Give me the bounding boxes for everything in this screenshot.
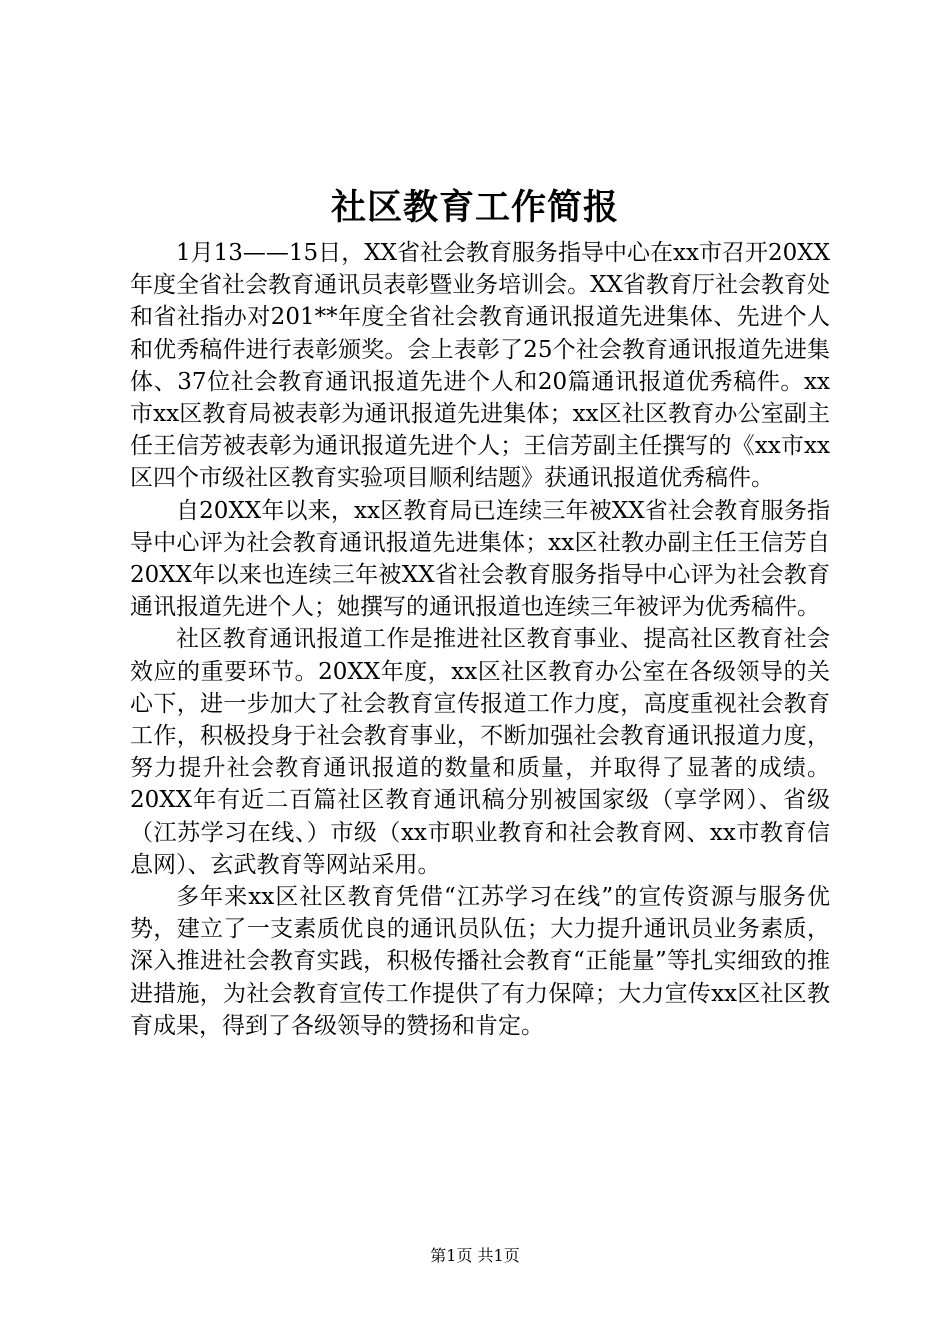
page-number: 第1页 共1页 bbox=[430, 1246, 520, 1265]
paragraph: 多年来xx区社区教育凭借“江苏学习在线”的宣传资源与服务优势，建立了一支素质优良的通讯员队伍；大力提升通讯员业务素质，深入推进社会教育实践，积极传播社会教育“正能量”等扎实细致的推进措施，为社会教育宣传工作提供了有力保障；大力宣传xx区社区教育成果，得到了各级领导的赞扬和肯定。 bbox=[130, 884, 830, 1039]
page-footer bbox=[0, 1245, 950, 1267]
paragraph: 1月13——15日，XX省社会教育服务指导中心在xx市召开20XX年度全省社会教育通讯员表彰暨业务培训会。XX省教育厅社会教育处和省社指办对201**年度全省社会教育通讯报道先进集体、先进个人和优秀稿件进行表彰颁奖。会上表彰了25个社会教育通讯报道先进集体、37位社会教育通讯报道先进个人和20篇通讯报道优秀稿件。xx市xx区教育局被表彰为通讯报道先进集体；xx区社区教育办公室副主任王信芳被表彰为通讯报道先进个人；王信芳副主任撰写的《xx市xx区四个市级社区教育实验项目顺利结题》获通讯报道优秀稿件。 bbox=[130, 240, 830, 492]
paragraph: 社区教育通讯报道工作是推进社区教育事业、提高社区教育社会效应的重要环节。20XX年度，xx区社区教育办公室在各级领导的关心下，进一步加大了社会教育宣传报道工作力度，高度重视社会教育工作，积极投身于社会教育事业，不断加强社会教育通讯报道力度，努力提升社会教育通讯报道的数量和质量，并取得了显著的成绩。20XX年有近二百篇社区教育通讯稿分别被国家级（享学网）、省级（江苏学习在线、）市级（xx市职业教育和社会教育网、xx市教育信息网）、玄武教育等网站采用。 bbox=[130, 626, 830, 878]
document-body bbox=[130, 237, 830, 1042]
document-title: 社区教育工作简报 bbox=[330, 187, 619, 228]
paragraph: 自20XX年以来，xx区教育局已连续三年被XX省社会教育服务指导中心评为社会教育通讯报道先进集体；xx区社教办副主任王信芳自20XX年以来也连续三年被XX省社会教育服务指导中心评为社会教育通讯报道先进个人；她撰写的通讯报道也连续三年被评为优秀稿件。 bbox=[130, 497, 830, 621]
